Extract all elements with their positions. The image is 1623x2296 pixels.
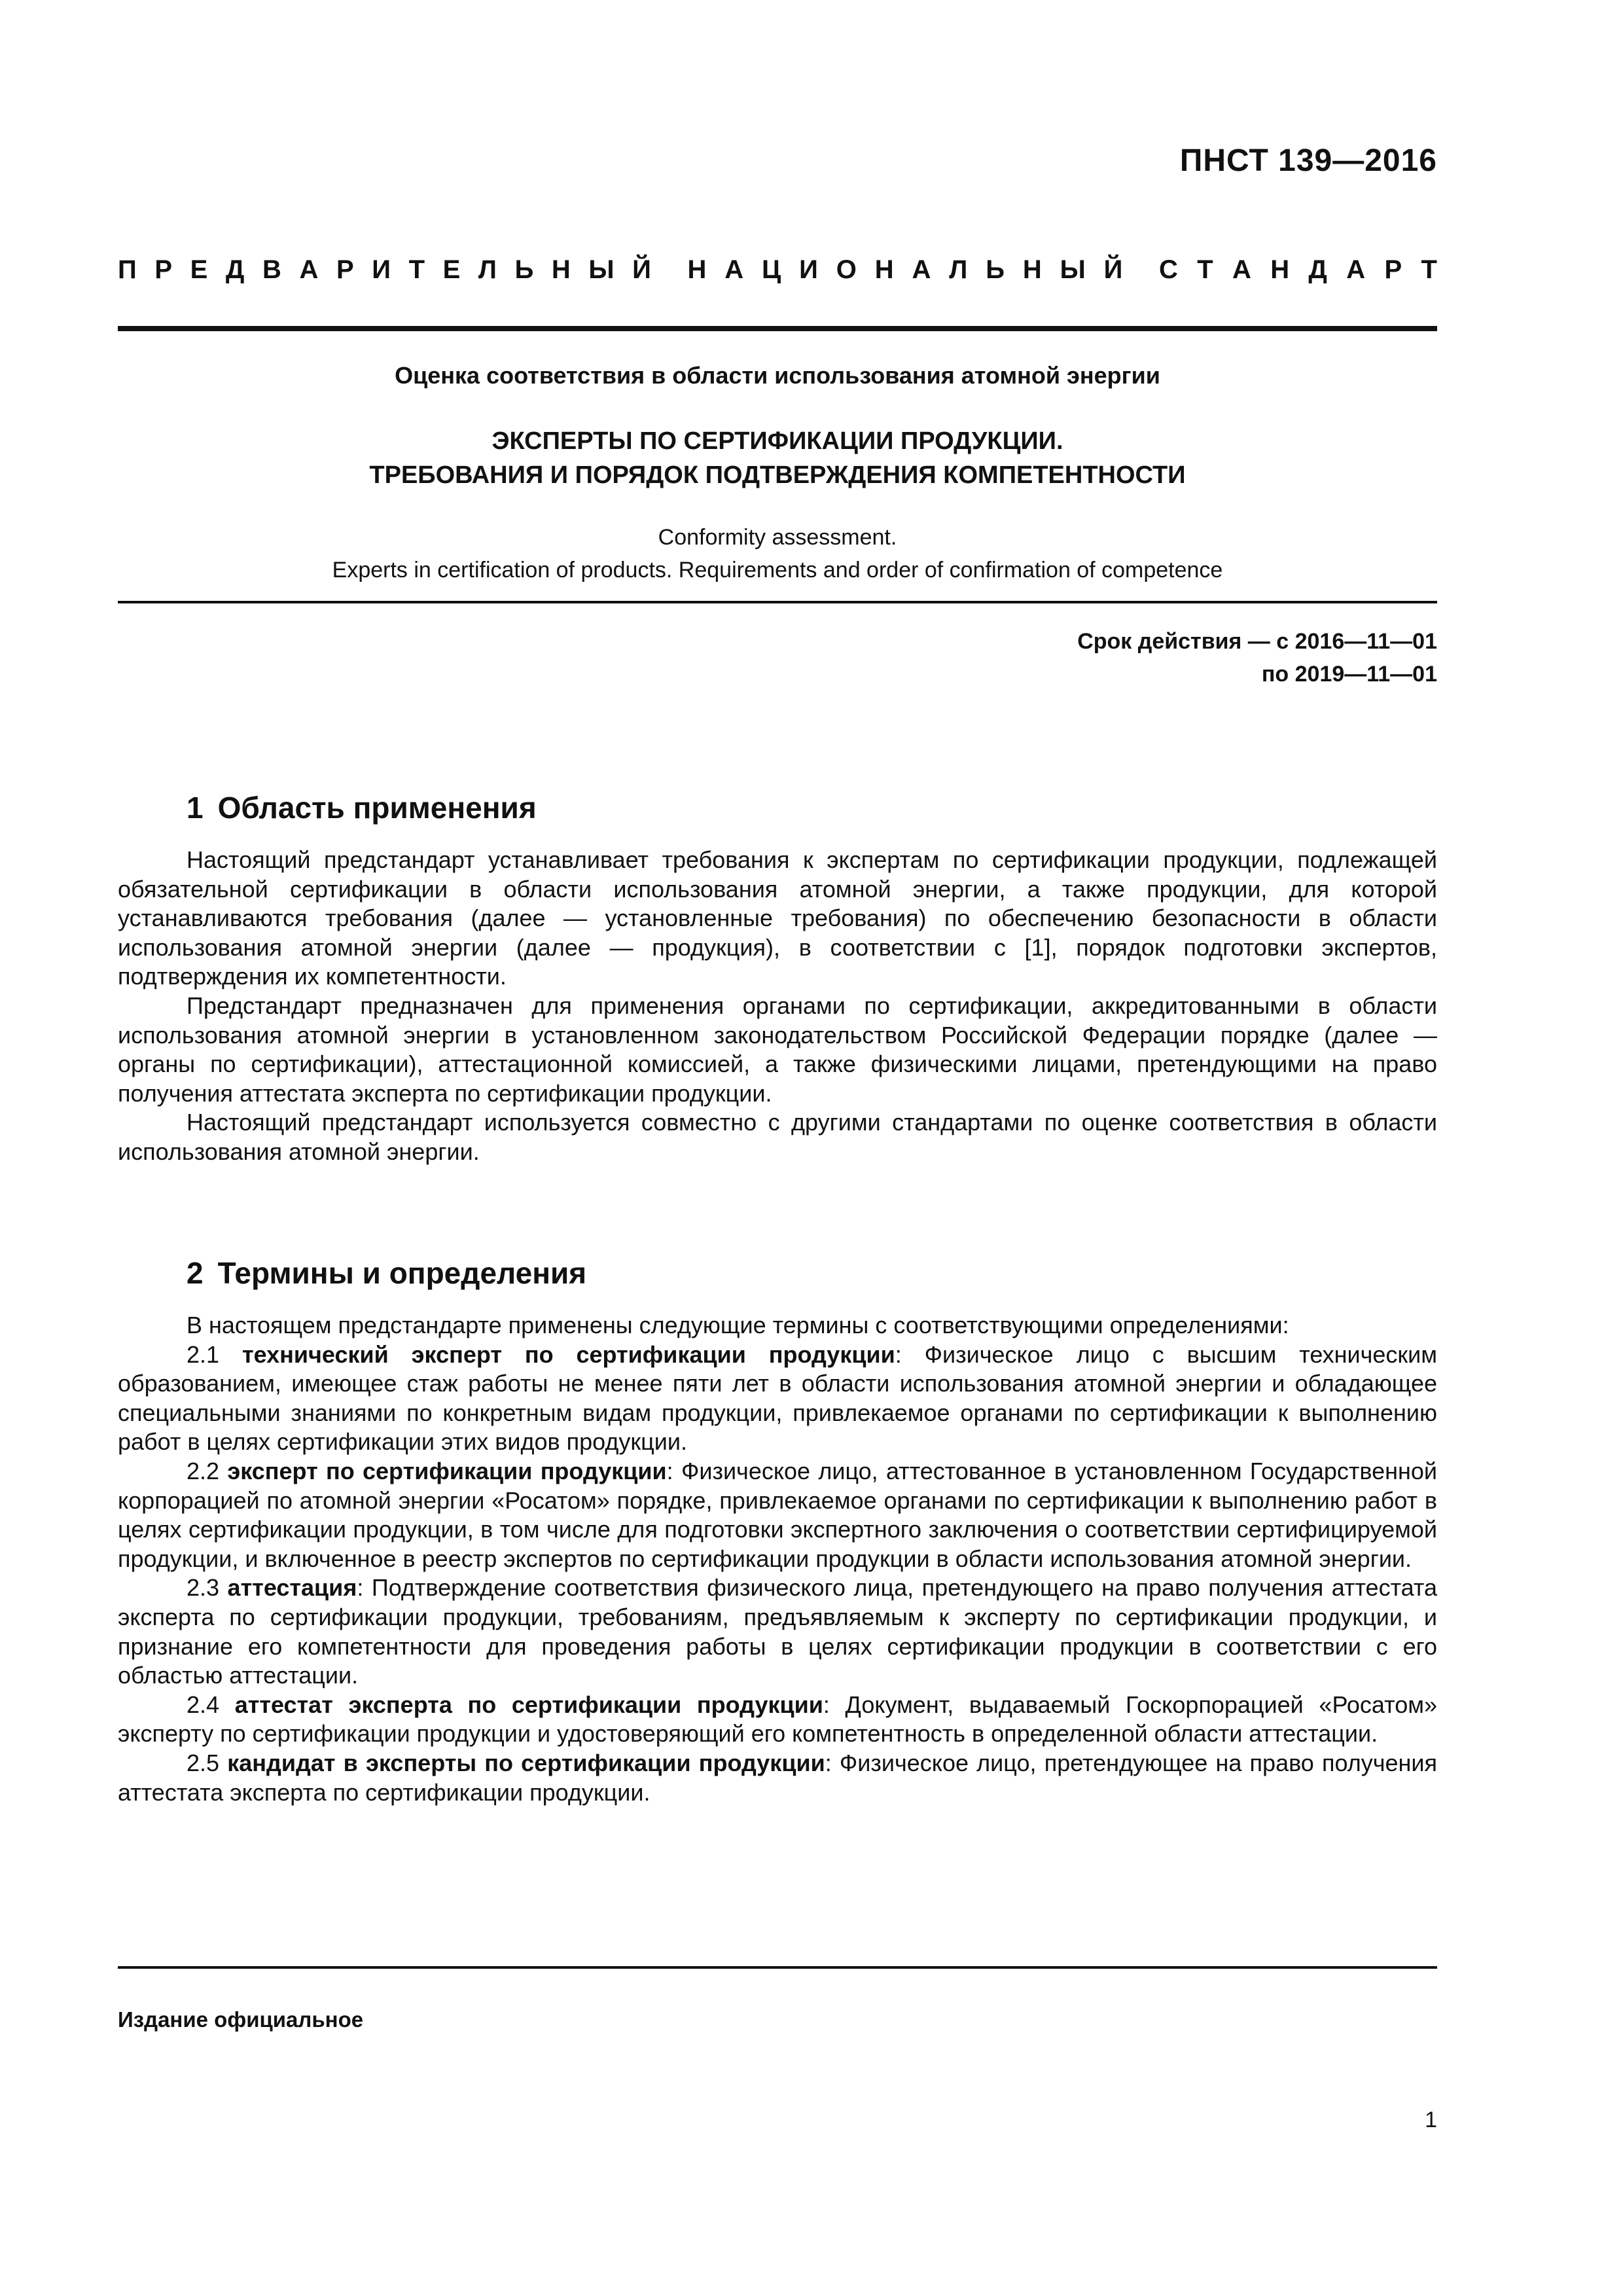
doc-type-word-3: [1159, 255, 1437, 285]
doc-type-letter: Н: [874, 255, 894, 284]
doc-type-letter: Р: [1384, 255, 1402, 284]
document-type-heading: [118, 255, 1437, 285]
doc-type-letter: Н: [1022, 255, 1042, 284]
title-line-1: ЭКСПЕРТЫ ПО СЕРТИФИКАЦИИ ПРОДУКЦИИ.: [491, 427, 1063, 455]
title-divider: [118, 601, 1437, 603]
english-title-line-2: Experts in certification of products. Requirements and order of confirmation of competence: [332, 558, 1223, 583]
section-2-title: Термины и определения: [217, 1256, 587, 1290]
doc-type-letter: Е: [442, 255, 461, 284]
doc-type-letter: И: [799, 255, 818, 284]
doc-type-letter: Й: [1103, 255, 1123, 284]
doc-type-letter: Ы: [588, 255, 615, 284]
doc-type-letter: Ь: [514, 255, 534, 284]
term-name: кандидат в эксперты по сертификации продукции: [227, 1749, 825, 1776]
section-1-title: Область применения: [217, 791, 537, 825]
doc-type-letter: Ь: [986, 255, 1005, 284]
doc-type-letter: Д: [1308, 255, 1327, 284]
doc-type-letter: Т: [1197, 255, 1213, 284]
term-name: аттестация: [227, 1574, 357, 1602]
term-definition: : Физическое лицо, претендующее на право получения аттестата эксперта по сертификации продукции.: [118, 1749, 1437, 1806]
term-name: аттестат эксперта по сертификации продукции: [234, 1691, 823, 1718]
doc-type-letter: П: [118, 255, 137, 284]
section-2-heading: [187, 1255, 586, 1291]
doc-type-letter: Н: [551, 255, 571, 284]
official-edition-label: Издание официальное: [118, 2007, 364, 2032]
section-1-number: 1: [187, 791, 204, 825]
doc-type-letter: Н: [687, 255, 707, 284]
doc-type-letter: А: [724, 255, 744, 284]
term-number: 2.2: [187, 1457, 220, 1484]
term-entry-2-3: [118, 1573, 1437, 1690]
doc-type-letter: Д: [225, 255, 245, 284]
section-1-body: [118, 846, 1437, 1167]
doc-type-letter: Ц: [762, 255, 781, 284]
section-1-heading: [187, 790, 537, 825]
term-definition: : Подтверждение соответствия физического лица, претендующего на право получения аттестата эксперта по сертификации продукции, требованиям, предъявляемым к эксперту по сертификации продукции, и признание его компетентности для проведения работы в целях сертификации продукции в соответствии с его областью аттестации.: [118, 1574, 1437, 1689]
doc-type-letter: А: [299, 255, 319, 284]
document-number: ПНСТ 139—2016: [1179, 143, 1437, 178]
title-line-2: ТРЕБОВАНИЯ И ПОРЯДОК ПОДТВЕРЖДЕНИЯ КОМПЕТЕНТНОСТИ: [369, 461, 1186, 489]
footer-divider: [118, 1966, 1437, 1969]
english-title: [118, 521, 1437, 586]
doc-type-letter: А: [1232, 255, 1251, 284]
term-entry-2-4: [118, 1691, 1437, 1749]
header-divider: [118, 326, 1437, 331]
term-definition: : Физическое лицо с высшим техническим образованием, имеющее стаж работы не менее пяти лет в области использования атомной энергии и обладающее специальными знаниями по конкретным видам продукции, привлекаемое органами по сертификации к выполнению работ в целях сертификации этих видов продукции.: [118, 1340, 1437, 1456]
validity-line-1: Срок действия — с 2016—11—01: [1077, 629, 1437, 654]
doc-type-letter: А: [1346, 255, 1366, 284]
validity-period: [1077, 625, 1437, 691]
document-title: [118, 424, 1437, 492]
doc-type-letter: И: [372, 255, 391, 284]
doc-type-word-2: [688, 255, 1123, 285]
doc-type-letter: Ы: [1060, 255, 1086, 284]
doc-type-letter: Т: [408, 255, 425, 284]
validity-line-2: по 2019—11—01: [1261, 662, 1437, 687]
doc-type-letter: О: [836, 255, 857, 284]
term-entry-2-5: [118, 1749, 1437, 1807]
doc-type-letter: С: [1159, 255, 1178, 284]
section-2-intro: В настоящем предстандарте применены следующие термины с соответствующими определениями:: [187, 1312, 1289, 1338]
section-2-body: [118, 1311, 1437, 1807]
doc-type-letter: Е: [190, 255, 208, 284]
doc-type-letter: Р: [154, 255, 173, 284]
doc-type-letter: В: [262, 255, 281, 284]
section-1-paragraph: Предстандарт предназначен для применения органами по сертификации, аккредитованными в области использования атомной энергии в установленном законодательством Российской Федерации порядке (далее — органы по сертификации), аттестационной комиссией, а также физическими лицами, претендующими на право получения аттестата эксперта по сертификации продукции.: [118, 992, 1437, 1107]
page-number: 1: [1425, 2108, 1437, 2132]
term-entry-2-1: [118, 1340, 1437, 1457]
term-number: 2.3: [187, 1574, 220, 1602]
doc-type-letter: Т: [1421, 255, 1437, 284]
doc-type-letter: Р: [336, 255, 354, 284]
doc-type-letter: Л: [949, 255, 968, 284]
doc-type-letter: А: [912, 255, 931, 284]
term-number: 2.4: [187, 1691, 220, 1718]
term-definition: : Документ, выдаваемый Госкорпорацией «Росатом» эксперту по сертификации продукции и удостоверяющий его компетентность в определенной области аттестации.: [118, 1691, 1437, 1748]
term-number: 2.5: [187, 1749, 220, 1776]
section-2-number: 2: [187, 1256, 204, 1290]
term-number: 2.1: [187, 1340, 220, 1368]
term-name: технический эксперт по сертификации продукции: [241, 1340, 895, 1368]
section-1-paragraph: Настоящий предстандарт устанавливает требования к экспертам по сертификации продукции, подлежащей обязательной сертификации в области использования атомной энергии, а также продукции, для которой устанавливаются требования (далее — установленные требования) по обеспечению безопасности в области использования атомной энергии (далее — продукция), в соответствии с [1], порядок подготовки экспертов, подтверждения их компетентности.: [118, 846, 1437, 990]
doc-type-letter: Л: [478, 255, 497, 284]
english-title-line-1: Conformity assessment.: [658, 525, 897, 550]
doc-type-letter: Й: [632, 255, 651, 284]
term-name: эксперт по сертификации продукции: [227, 1457, 667, 1484]
section-1-paragraph: Настоящий предстандарт используется совместно с другими стандартами по оценке соответствия в области использования атомной энергии.: [118, 1109, 1437, 1165]
doc-type-word-1: [118, 255, 651, 285]
term-definition: : Физическое лицо, аттестованное в установленном Государственной корпорацией по атомной энергии «Росатом» порядке, привлекаемое органами по сертификации к выполнению работ в целях сертификации продукции, в том числе для подготовки экспертного заключения о соответствии сертифицируемой продукции, и включенное в реестр экспертов по сертификации продукции в области использования атомной энергии.: [118, 1457, 1437, 1572]
doc-type-letter: Н: [1270, 255, 1290, 284]
document-subtitle: Оценка соответствия в области использования атомной энергии: [395, 362, 1160, 389]
term-entry-2-2: [118, 1457, 1437, 1573]
